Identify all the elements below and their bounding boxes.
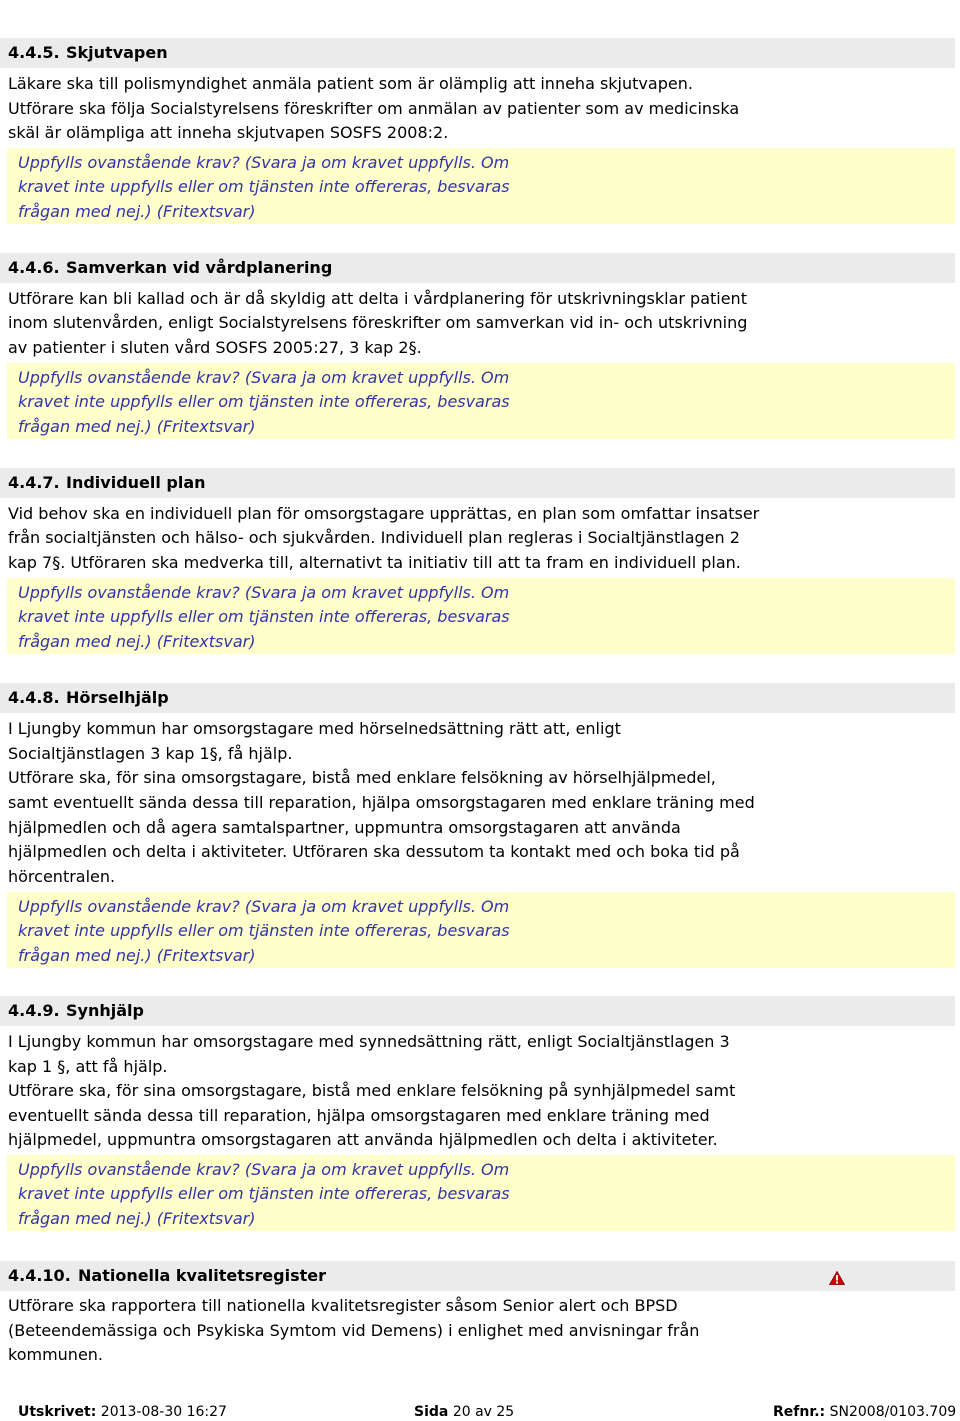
section-text-line: hjälpmedlen och delta i aktiviteter. Utföraren ska dessutom ta kontakt med och boka tid på bbox=[8, 842, 740, 861]
requirement-prompt-line: Uppfylls ovanstående krav? (Svara ja om kravet uppfylls. Om bbox=[18, 583, 510, 602]
requirement-prompt-line: frågan med nej.) (Fritextsvar) bbox=[18, 1209, 256, 1228]
footer-printed bbox=[18, 1403, 227, 1421]
section-text-line: I Ljungby kommun har omsorgstagare med hörselnedsättning rätt att, enligt bbox=[8, 719, 621, 738]
requirement-prompt-line: kravet inte uppfylls eller om tjänsten inte offereras, besvaras bbox=[18, 392, 510, 411]
footer-ref bbox=[773, 1403, 956, 1421]
footer-page bbox=[414, 1403, 514, 1421]
section-number: 4.4.10. bbox=[8, 1266, 71, 1285]
requirement-prompt-line: frågan med nej.) (Fritextsvar) bbox=[18, 946, 256, 965]
section-number: 4.4.7. bbox=[8, 473, 60, 492]
requirement-prompt-line: kravet inte uppfylls eller om tjänsten inte offereras, besvaras bbox=[18, 921, 510, 940]
warning-icon[interactable] bbox=[829, 1271, 845, 1285]
requirement-answer-box[interactable] bbox=[7, 148, 955, 224]
footer-printed-value: 2013-08-30 16:27 bbox=[100, 1404, 227, 1420]
section-text-line: kap 1 §, att få hjälp. bbox=[8, 1057, 168, 1076]
footer-ref-value: SN2008/0103.709 bbox=[829, 1404, 957, 1420]
requirement-prompt-line: Uppfylls ovanstående krav? (Svara ja om kravet uppfylls. Om bbox=[18, 368, 510, 387]
section-text-line: Socialtjänstlagen 3 kap 1§, få hjälp. bbox=[8, 744, 293, 763]
section-header-4-4-10 bbox=[0, 1261, 955, 1291]
section-text-line: samt eventuellt sända dessa till reparation, hjälpa omsorgstagaren med enklare träning med bbox=[8, 793, 755, 812]
section-number: 4.4.6. bbox=[8, 258, 60, 277]
requirement-prompt-line: frågan med nej.) (Fritextsvar) bbox=[18, 632, 256, 651]
requirement-prompt-line: frågan med nej.) (Fritextsvar) bbox=[18, 417, 256, 436]
footer-page-label: Sida bbox=[414, 1404, 449, 1420]
section-text-line: från socialtjänsten och hälso- och sjukvården. Individuell plan regleras i Socialtjänstlagen 2 bbox=[8, 528, 740, 547]
section-header-4-4-9 bbox=[0, 996, 955, 1026]
section-number: 4.4.8. bbox=[8, 688, 60, 707]
section-title: Nationella kvalitetsregister bbox=[78, 1266, 326, 1285]
requirement-prompt-line: frågan med nej.) (Fritextsvar) bbox=[18, 202, 256, 221]
section-text-line: hörcentralen. bbox=[8, 867, 116, 886]
requirement-prompt-line: Uppfylls ovanstående krav? (Svara ja om kravet uppfylls. Om bbox=[18, 897, 510, 916]
section-text-line: I Ljungby kommun har omsorgstagare med synnedsättning rätt, enligt Socialtjänstlagen 3 bbox=[8, 1032, 730, 1051]
section-text-line: (Beteendemässiga och Psykiska Symtom vid Demens) i enlighet med anvisningar från bbox=[8, 1321, 700, 1340]
section-text-line: Vid behov ska en individuell plan för omsorgstagare upprättas, en plan som omfattar insatser bbox=[8, 504, 760, 523]
section-title: Synhjälp bbox=[66, 1001, 144, 1020]
section-text-line: Läkare ska till polismyndighet anmäla patient som är olämplig att inneha skjutvapen. bbox=[8, 74, 693, 93]
section-text-line: Utförare ska följa Socialstyrelsens föreskrifter om anmälan av patienter som av medicinska bbox=[8, 99, 740, 118]
footer-page-value: 20 av 25 bbox=[452, 1404, 515, 1420]
requirement-prompt-line: Uppfylls ovanstående krav? (Svara ja om kravet uppfylls. Om bbox=[18, 153, 510, 172]
section-title: Skjutvapen bbox=[66, 43, 168, 62]
footer-ref-label: Refnr.: bbox=[773, 1404, 826, 1420]
requirement-prompt-line: kravet inte uppfylls eller om tjänsten inte offereras, besvaras bbox=[18, 607, 510, 626]
section-number: 4.4.9. bbox=[8, 1001, 60, 1020]
section-header-4-4-6 bbox=[0, 253, 955, 283]
section-text-line: kommunen. bbox=[8, 1345, 104, 1364]
section-title: Hörselhjälp bbox=[66, 688, 169, 707]
section-header-4-4-7 bbox=[0, 468, 955, 498]
requirement-answer-box[interactable] bbox=[7, 1155, 955, 1231]
section-text-line: Utförare ska, för sina omsorgstagare, bistå med enklare felsökning på synhjälpmedel samt bbox=[8, 1081, 736, 1100]
footer-printed-label: Utskrivet: bbox=[18, 1404, 97, 1420]
section-text-line: av patienter i sluten vård SOSFS 2005:27, 3 kap 2§. bbox=[8, 338, 422, 357]
section-header-4-4-5 bbox=[0, 38, 955, 68]
requirement-answer-box[interactable] bbox=[7, 578, 955, 654]
section-text-line: Utförare kan bli kallad och är då skyldig att delta i vårdplanering för utskrivningsklar patient bbox=[8, 289, 747, 308]
requirement-prompt-line: kravet inte uppfylls eller om tjänsten inte offereras, besvaras bbox=[18, 1184, 510, 1203]
section-text-line: eventuellt sända dessa till reparation, hjälpa omsorgstagaren med enklare träning med bbox=[8, 1106, 710, 1125]
requirement-answer-box[interactable] bbox=[7, 892, 955, 968]
section-text-line: Utförare ska, för sina omsorgstagare, bistå med enklare felsökning av hörselhjälpmedel, bbox=[8, 768, 716, 787]
section-text-line: Utförare ska rapportera till nationella kvalitetsregister såsom Senior alert och BPSD bbox=[8, 1296, 678, 1315]
section-number: 4.4.5. bbox=[8, 43, 60, 62]
requirement-answer-box[interactable] bbox=[7, 363, 955, 439]
requirement-prompt-line: kravet inte uppfylls eller om tjänsten inte offereras, besvaras bbox=[18, 177, 510, 196]
section-title: Individuell plan bbox=[66, 473, 206, 492]
section-text-line: inom slutenvården, enligt Socialstyrelsens föreskrifter om samverkan vid in- och utskrivning bbox=[8, 313, 748, 332]
section-title: Samverkan vid vårdplanering bbox=[66, 258, 333, 277]
section-text-line: hjälpmedel, uppmuntra omsorgstagaren att använda hjälpmedlen och delta i aktiviteter. bbox=[8, 1130, 718, 1149]
requirement-prompt-line: Uppfylls ovanstående krav? (Svara ja om kravet uppfylls. Om bbox=[18, 1160, 510, 1179]
section-text-line: hjälpmedlen och då agera samtalspartner, uppmuntra omsorgstagaren att använda bbox=[8, 818, 681, 837]
section-text-line: skäl är olämpliga att inneha skjutvapen SOSFS 2008:2. bbox=[8, 123, 449, 142]
section-text-line: kap 7§. Utföraren ska medverka till, alternativt ta initiativ till att ta fram en individuell plan. bbox=[8, 553, 741, 572]
section-header-4-4-8 bbox=[0, 683, 955, 713]
